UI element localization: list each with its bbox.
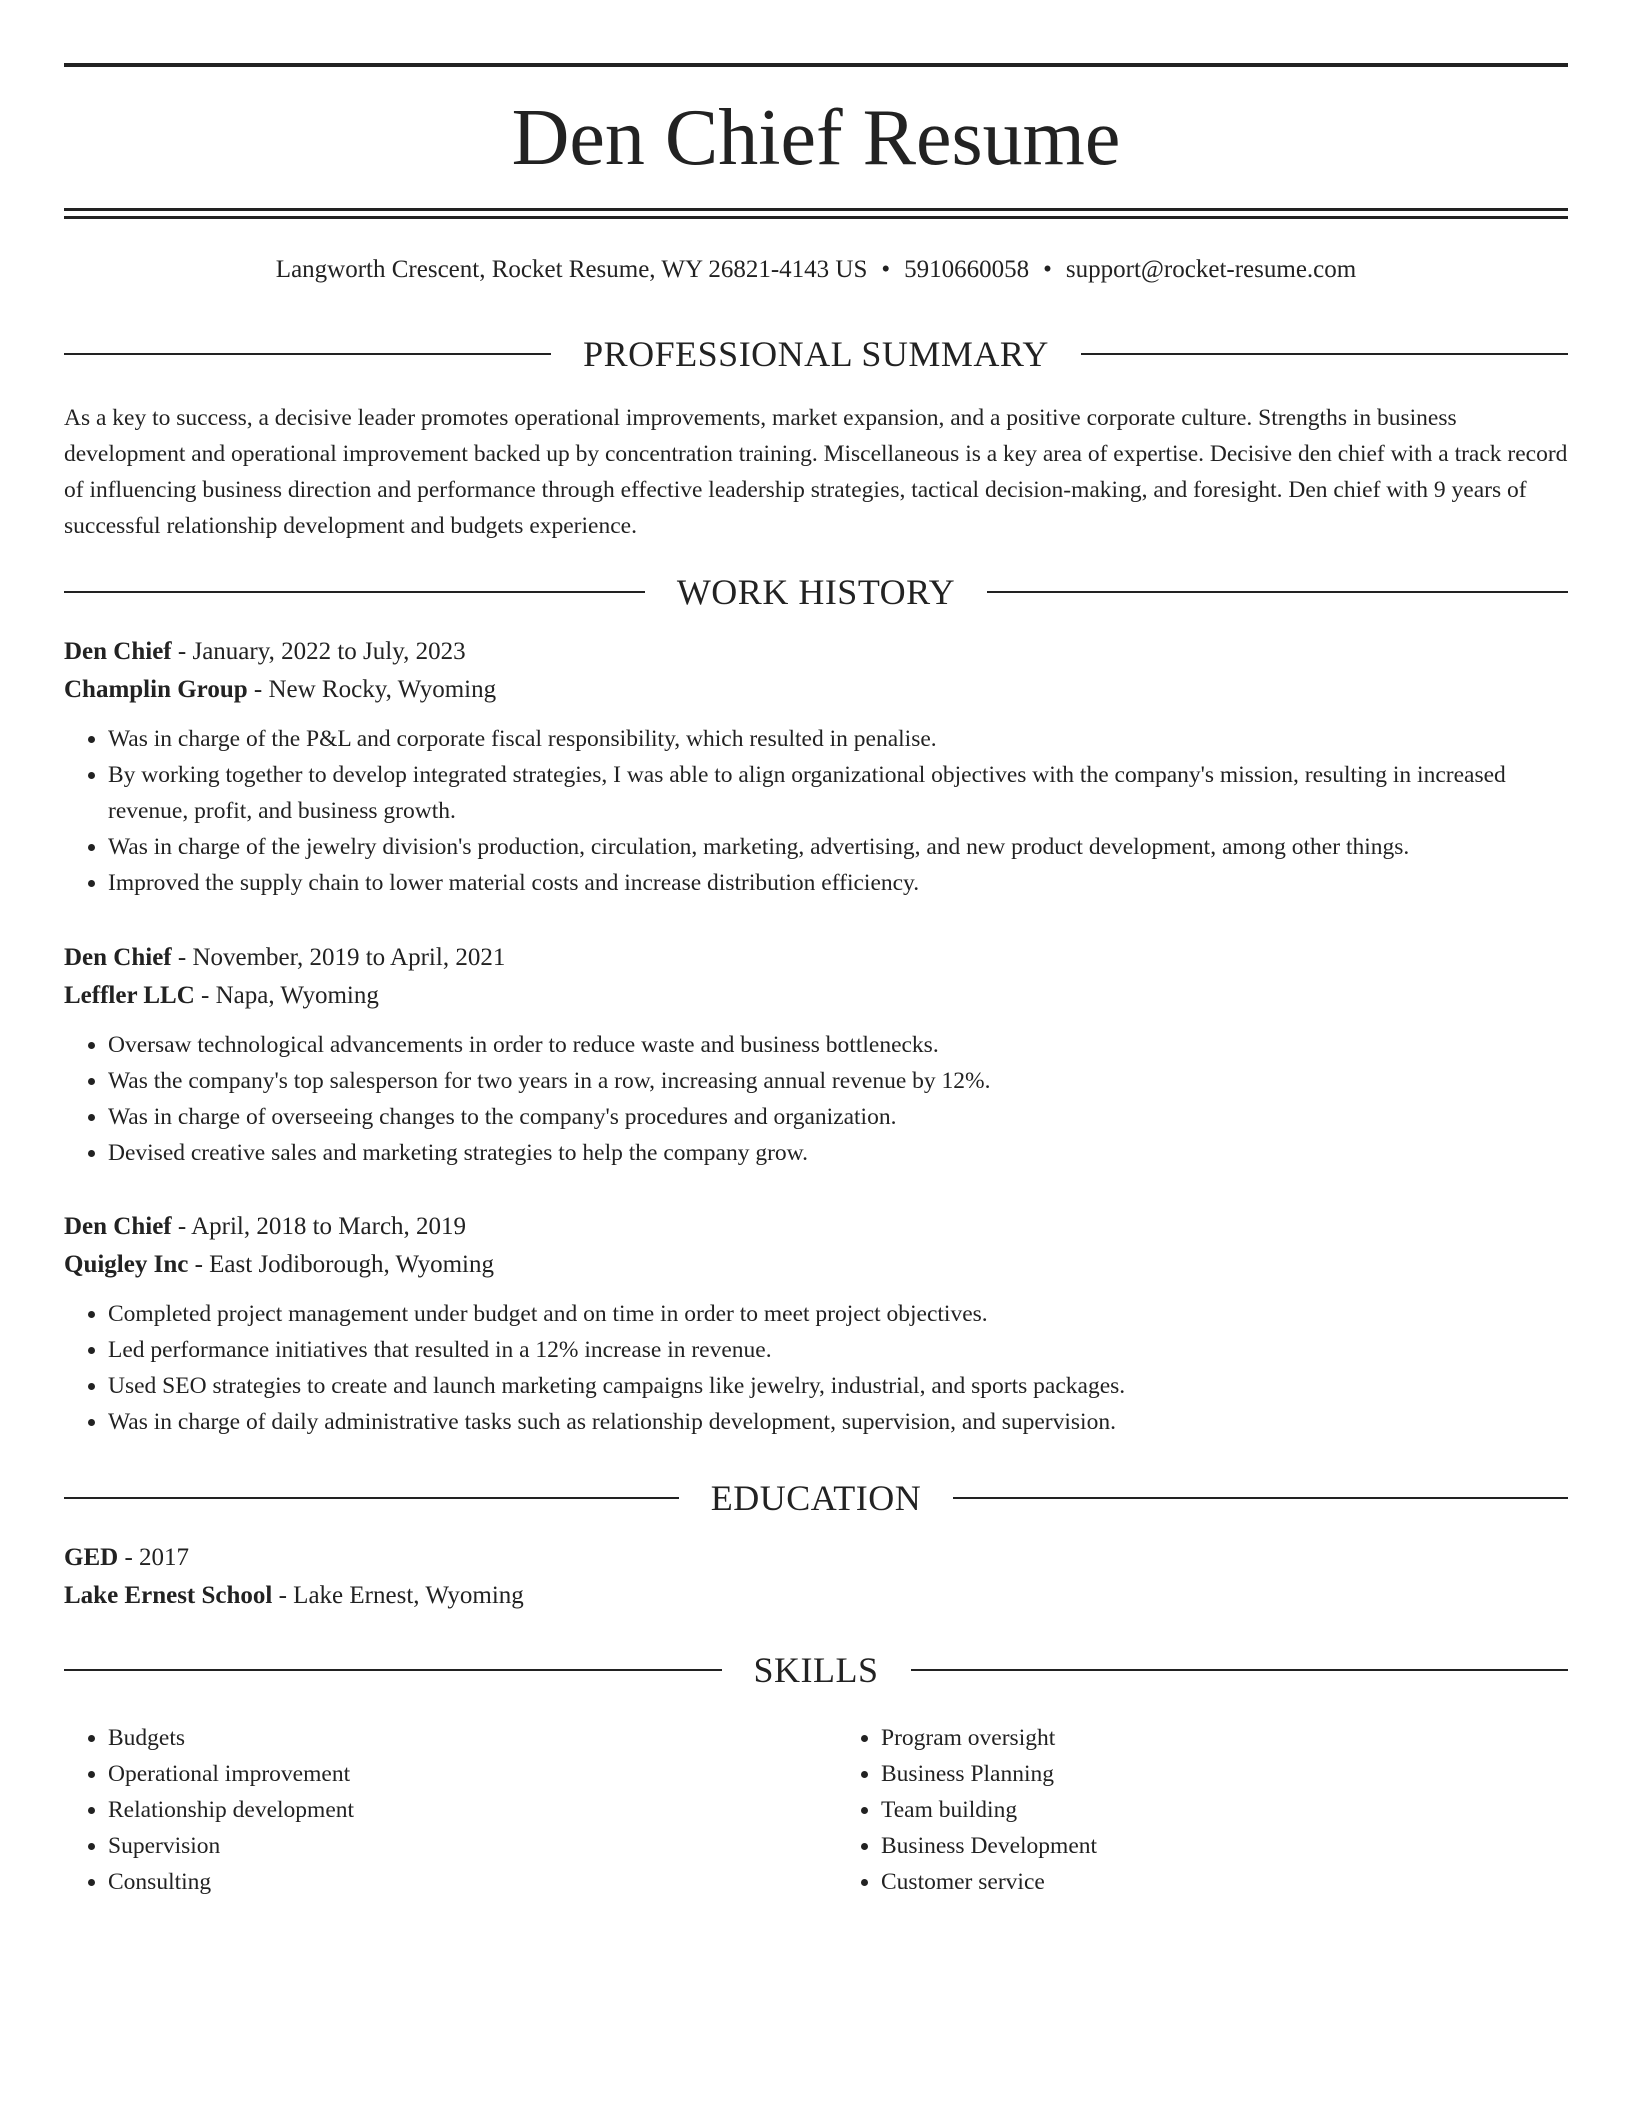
job-bullet: • Was in charge of the jewelry division's production, circulation, marketing, advertising, and new product development, among other things. [108,829,1568,865]
job-bullets [64,1296,1568,1440]
skill-item: • Business Development [881,1828,1568,1864]
resume-name: Den Chief Resume [511,94,1121,182]
job-title: Den Chief [64,944,172,971]
section-title: SKILLS [753,1650,879,1690]
job-company-line [64,671,1568,709]
job-bullets [64,1027,1568,1171]
header-rule-upper [64,208,1568,211]
job-title-line [64,633,1568,671]
skill-item: • Program oversight [881,1720,1568,1756]
section-title: EDUCATION [710,1478,922,1518]
job-company: Champlin Group [64,676,248,703]
education-entry [64,1539,1568,1615]
header-rule-lower [64,216,1568,219]
job-bullet: • Used SEO strategies to create and launch marketing campaigns like jewelry, industrial, and sports packages. [108,1368,1568,1404]
section-rule-left [64,1669,722,1671]
job-company-line [64,1246,1568,1284]
section-rule-left [64,1497,679,1499]
job-title: Den Chief [64,1213,172,1240]
section-rule-left [64,353,551,355]
education-school: Lake Ernest School [64,1582,273,1609]
education-degree: GED [64,1544,119,1571]
education-year: - 2017 [118,1544,190,1571]
job-bullet: • Was the company's top salesperson for two years in a row, increasing annual revenue by 12%. [108,1063,1568,1099]
section-rule-right [987,591,1568,593]
job-title-line [64,1208,1568,1246]
job-dates: - November, 2019 to April, 2021 [171,944,506,971]
job-entry [64,1208,1568,1440]
job-bullet: • Devised creative sales and marketing strategies to help the company grow. [108,1135,1568,1171]
job-bullets [64,721,1568,901]
top-rule [64,63,1568,67]
section-rule-left [64,591,645,593]
job-company: Leffler LLC [64,982,195,1009]
contact-address: Langworth Crescent, Rocket Resume, WY 26821-4143 US [275,256,868,283]
job-bullet: • By working together to develop integrated strategies, I was able to align organizational objectives with the company's mission, resulting in increased revenue, profit, and business growth. [108,757,1568,829]
section-rule-right [953,1497,1568,1499]
contact-email: support@rocket-resume.com [1065,256,1357,283]
skill-item: • Budgets [108,1720,795,1756]
job-bullet: • Completed project management under budget and on time in order to meet project objectives. [108,1296,1568,1332]
job-entry [64,939,1568,1171]
job-location: - East Jodiborough, Wyoming [188,1251,494,1278]
job-bullet: • Improved the supply chain to lower material costs and increase distribution efficiency. [108,865,1568,901]
job-company-line [64,977,1568,1015]
contact-separator: • [1043,256,1052,283]
job-title-line [64,939,1568,977]
job-bullet: • Was in charge of the P&L and corporate fiscal responsibility, which resulted in penalise. [108,721,1568,757]
section-rule-right [911,1669,1569,1671]
job-dates: - January, 2022 to July, 2023 [171,638,466,665]
contact-separator: • [881,256,891,283]
job-bullet: • Was in charge of daily administrative tasks such as relationship development, supervision, and supervision. [108,1404,1568,1440]
job-company: Quigley Inc [64,1251,189,1278]
education-school-line [64,1577,1568,1615]
section-title: PROFESSIONAL SUMMARY [583,334,1049,374]
job-bullet: • Led performance initiatives that resulted in a 12% increase in revenue. [108,1332,1568,1368]
job-location: - New Rocky, Wyoming [247,676,497,703]
skill-item: • Supervision [108,1828,795,1864]
education-location: - Lake Ernest, Wyoming [272,1582,524,1609]
job-entry [64,633,1568,901]
skills-column-right [837,1720,1568,1900]
section-header-work-history [64,570,1568,614]
skills-list [64,1720,1568,1900]
skill-item: • Customer service [881,1864,1568,1900]
section-rule-right [1081,353,1568,355]
skill-item: • Consulting [108,1864,795,1900]
skill-item: • Operational improvement [108,1756,795,1792]
section-header-education [64,1476,1568,1520]
job-title: Den Chief [64,638,172,665]
skill-item: • Team building [881,1792,1568,1828]
job-bullet: • Oversaw technological advancements in order to reduce waste and business bottlenecks. [108,1027,1568,1063]
section-header-summary [64,332,1568,376]
job-bullet: • Was in charge of overseeing changes to the company's procedures and organization. [108,1099,1568,1135]
contact-line [64,252,1568,288]
summary-text: As a key to success, a decisive leader promotes operational improvements, market expansion, and a positive corporate culture. Strengths in business development and operational improvement backed up by concentration training. Miscellaneous is a key area of expertise. Decisive den chief with a track record of influencing business direction and performance through effective leadership strategies, tactical decision-making, and foresight. Den chief with 9 years of successful relationship development and budgets experience. [64,405,1568,539]
skill-item: • Business Planning [881,1756,1568,1792]
contact-phone: 5910660058 [904,256,1030,283]
job-location: - Napa, Wyoming [194,982,379,1009]
skill-item: • Relationship development [108,1792,795,1828]
section-title: WORK HISTORY [676,572,956,612]
section-header-skills [64,1648,1568,1692]
education-degree-line [64,1539,1568,1577]
skills-column-left [64,1720,795,1900]
job-dates: - April, 2018 to March, 2019 [171,1213,467,1240]
